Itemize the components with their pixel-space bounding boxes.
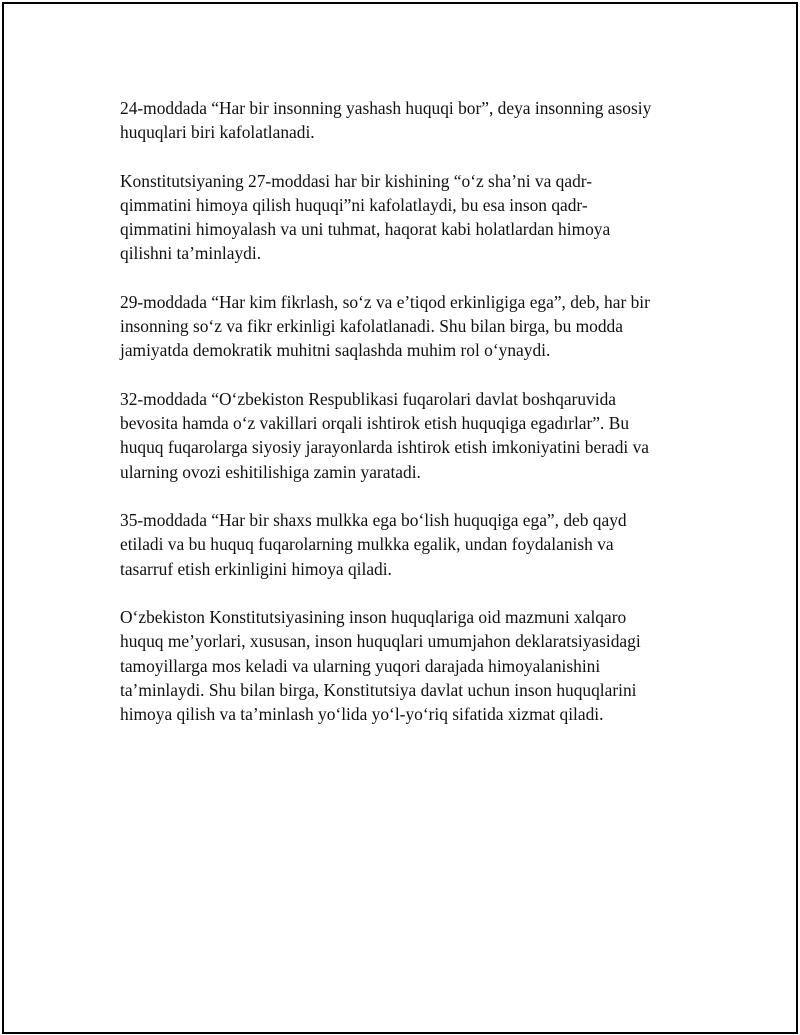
text-line: tamoyillarga mos keladi va ularning yuqori darajada himoyalanishini (120, 655, 601, 676)
text-line: Konstitutsiyaning 27-moddasi har bir kishining “o‘z sha’ni va qadr- (120, 170, 593, 191)
paragraph-article-27 (120, 169, 700, 266)
paragraph-conclusion (120, 605, 700, 726)
text-line: 32-moddada “O‘zbekiston Respublikasi fuqarolari davlat boshqaruvida (120, 389, 616, 409)
paragraph-article-32 (120, 387, 700, 484)
text-line: bevosita hamda o‘z vakillari orqali ishtirok etish huquqiga egadırlar”. Bu (120, 413, 630, 434)
text-line: O‘zbekiston Konstitutsiyasining inson huquqlariga oid mazmuni xalqaro (120, 607, 627, 628)
text-line: huquqlari biri kafolatlanadi. (120, 122, 315, 143)
text-line: qimmatini himoya qilish huquqi”ni kafolatlaydi, bu esa inson qadr- (120, 195, 588, 215)
text-line: 29-moddada “Har kim fikrlash, so‘z va e’tiqod erkinligiga ega”, deb, har bir (120, 292, 650, 312)
text-line: huquq me’yorlari, xususan, inson huquqlari umumjahon deklaratsiyasidagi (120, 631, 641, 652)
text-line: jamiyatda demokratik muhitni saqlashda muhim rol o‘ynaydi. (120, 340, 551, 361)
paragraph-article-29 (120, 290, 700, 363)
text-line: huquq fuqarolarga siyosiy jarayonlarda ishtirok etish imkoniyatini beradi va (120, 437, 650, 458)
text-line: 35-moddada “Har bir shaxs mulkka ega bo‘lish huquqiga ega”, deb qayd (120, 510, 627, 531)
text-line: himoya qilish va ta’minlash yo‘lida yo‘l-yo‘riq sifatida xizmat qiladi. (120, 704, 604, 725)
text-line: 24-moddada “Har bir insonning yashash huquqi bor”, deya insonning asosiy (120, 98, 652, 118)
text-line: tasarruf etish erkinligini himoya qiladi. (120, 558, 392, 579)
text-line: insonning so‘z va fikr erkinligi kafolatlanadi. Shu bilan birga, bu modda (120, 316, 623, 337)
paragraph-article-24 (120, 96, 700, 144)
document-body (120, 96, 700, 751)
text-line: ularning ovozi eshitilishiga zamin yaratadi. (120, 461, 421, 482)
text-line: etiladi va bu huquq fuqarolarning mulkka egalik, undan foydalanish va (120, 534, 614, 555)
text-line: ta’minlaydi. Shu bilan birga, Konstitutsiya davlat uchun inson huquqlarini (120, 679, 637, 700)
page-frame (2, 2, 798, 1034)
text-line: qimmatini himoyalash va uni tuhmat, haqorat kabi holatlardan himoya (120, 219, 611, 240)
text-line: qilishni ta’minlaydi. (120, 243, 262, 264)
paragraph-article-35 (120, 508, 700, 581)
